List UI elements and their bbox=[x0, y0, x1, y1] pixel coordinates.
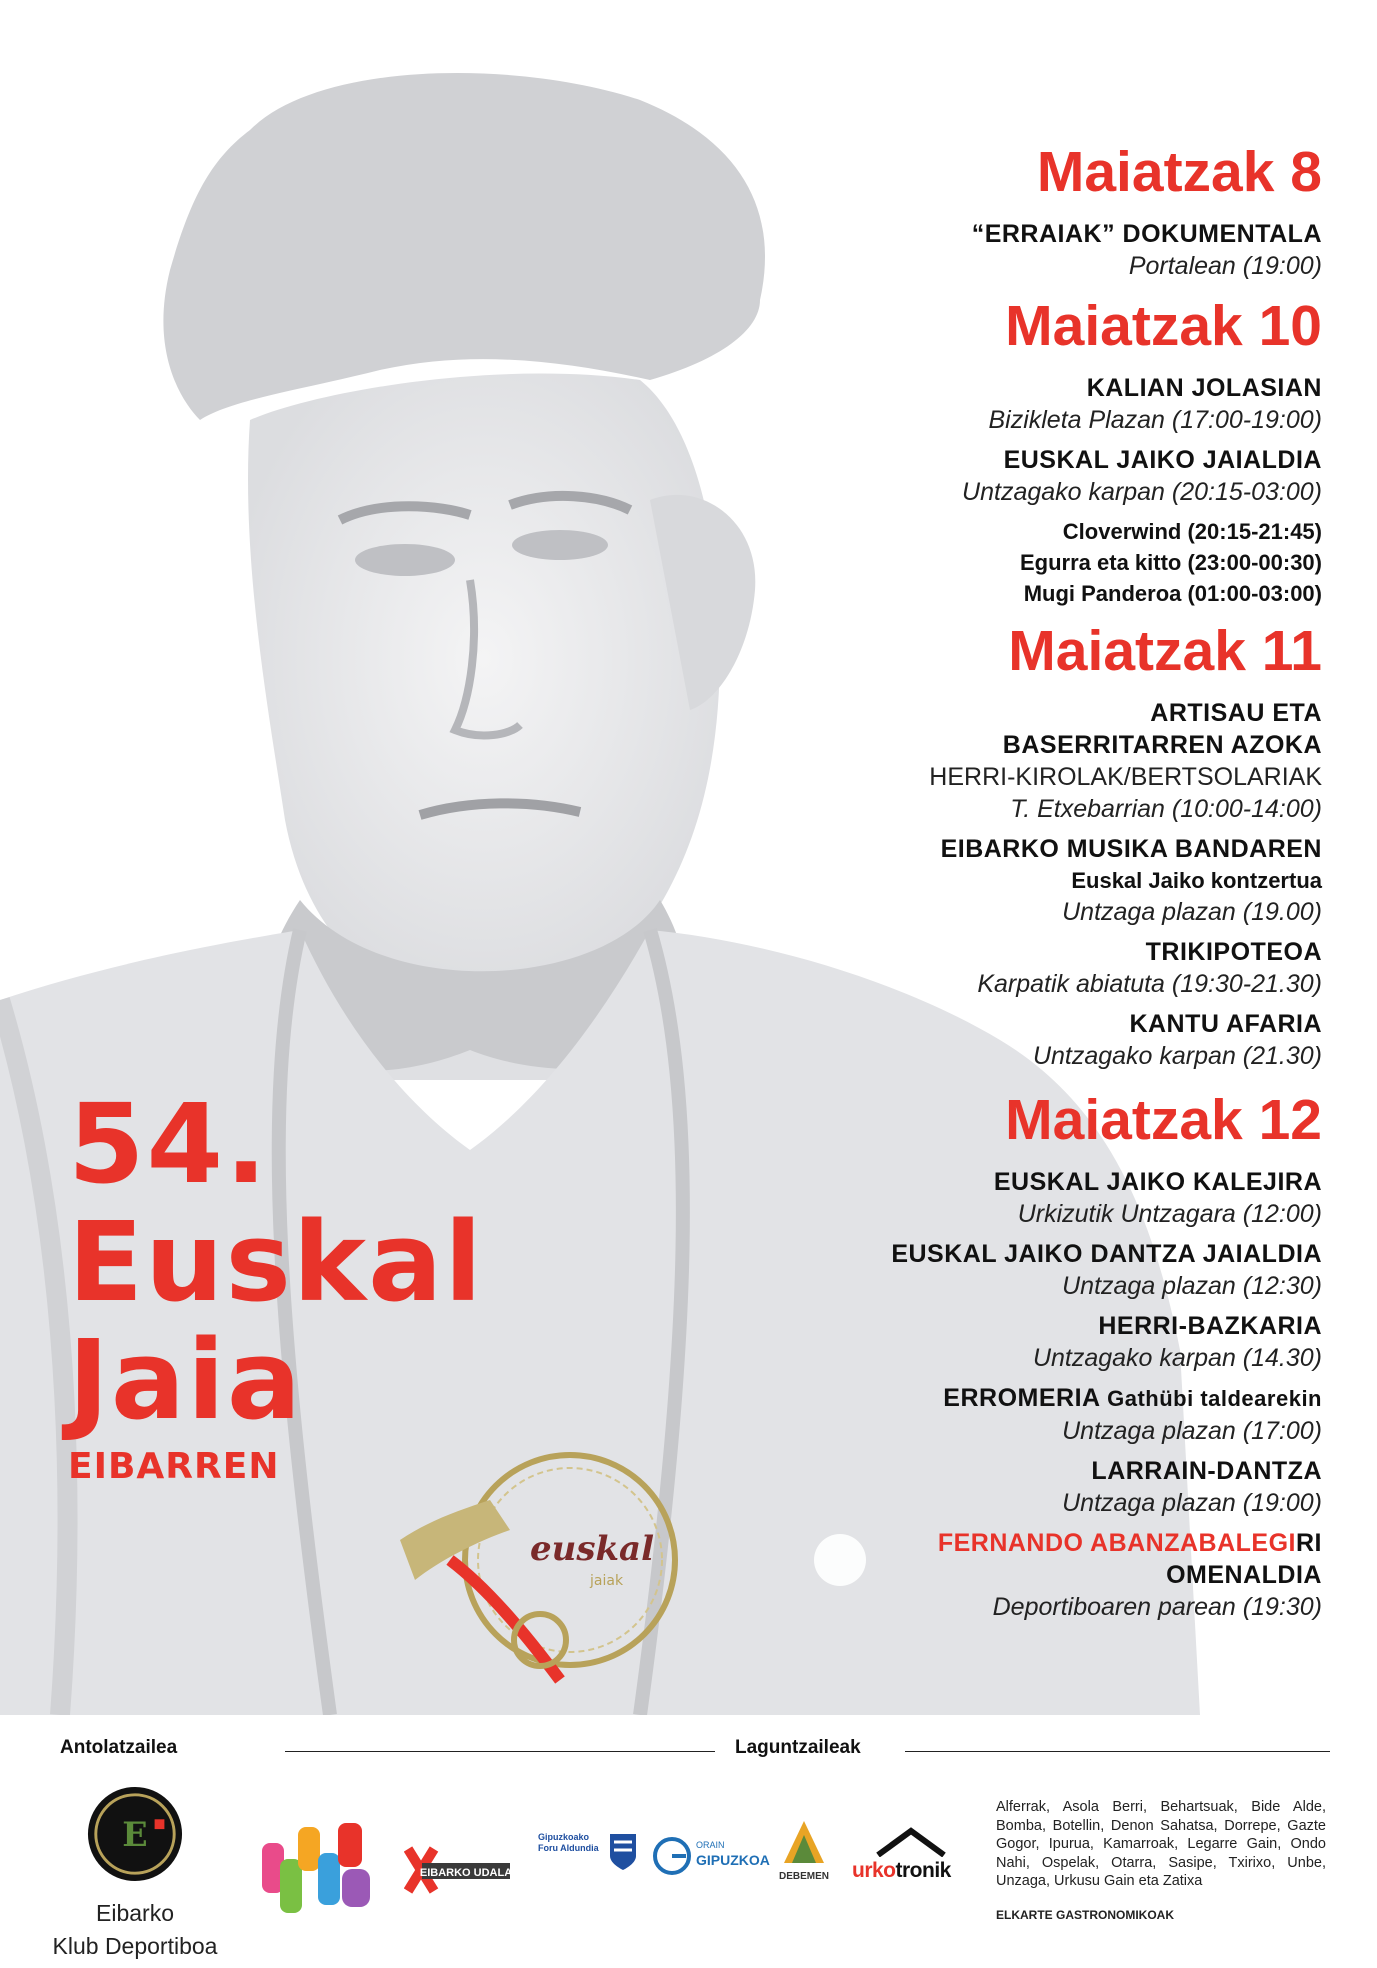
event-title: EUSKAL JAIKO JAIALDIA bbox=[1003, 446, 1322, 474]
day-heading: Maiatzak 8 bbox=[1036, 140, 1322, 204]
event-place: Bizikleta Plazan (17:00-19:00) bbox=[988, 406, 1322, 434]
shield-icon bbox=[608, 1832, 638, 1872]
event-title bbox=[522, 1382, 1322, 1415]
debemen-logo bbox=[776, 1815, 832, 1895]
event-title: BASERRITARREN AZOKA bbox=[1002, 731, 1322, 759]
event-title: KALIAN JOLASIAN bbox=[1086, 374, 1322, 402]
supporters-label: Laguntzaileak bbox=[735, 1737, 861, 1758]
eibarko-udala-logo-icon bbox=[404, 1845, 514, 1895]
badge-subtext: jaiak bbox=[590, 1573, 624, 1589]
day-heading: Maiatzak 10 bbox=[1005, 294, 1322, 358]
event-title: LARRAIN-DANTZA bbox=[1091, 1457, 1322, 1485]
event-title: KANTU AFARIA bbox=[1129, 1010, 1322, 1038]
event-place: Untzaga plazan (19:00) bbox=[1062, 1489, 1322, 1517]
honoree-name: FERNANDO ABANZABALEGI bbox=[937, 1529, 1296, 1557]
club-name-line1: Eibarko bbox=[96, 1900, 174, 1926]
event-place: Deportiboaren parean (19:30) bbox=[992, 1593, 1322, 1621]
day-heading: Maiatzak 12 bbox=[1005, 1088, 1322, 1152]
band-item: Egurra eta kitto (23:00-00:30) bbox=[1020, 550, 1322, 575]
event-subtitle: Euskal Jaiko kontzertua bbox=[1071, 868, 1322, 893]
mountain-peak-icon bbox=[876, 1827, 946, 1857]
euskal-jaiak-badge-icon bbox=[390, 1440, 690, 1690]
orain-text: ORAIN bbox=[696, 1840, 725, 1850]
mountain-icon bbox=[782, 1815, 826, 1865]
band-item: Mugi Panderoa (01:00-03:00) bbox=[1023, 581, 1322, 606]
event-place: Untzagako karpan (21.30) bbox=[1032, 1042, 1322, 1070]
honoree-suffix: RI bbox=[1296, 1529, 1322, 1557]
event-place: Untzaga plazan (17:00) bbox=[1062, 1417, 1322, 1445]
event-title: EIBARKO MUSIKA BANDAREN bbox=[940, 835, 1322, 863]
event-title: EUSKAL JAIKO DANTZA JAIALDIA bbox=[891, 1240, 1322, 1268]
footer bbox=[0, 1715, 1377, 1968]
kultur-etxea-logo-icon bbox=[258, 1815, 382, 1927]
event-title: HERRI-BAZKARIA bbox=[1098, 1312, 1322, 1340]
urko-text: urko bbox=[852, 1859, 896, 1882]
tronik-text: tronik bbox=[895, 1859, 951, 1882]
event-title: OMENALDIA bbox=[1166, 1561, 1322, 1589]
event-place: Portalean (19:00) bbox=[1128, 252, 1322, 280]
foru-text-2: Foru Aldundia bbox=[538, 1843, 599, 1853]
foru-aldundia-logo bbox=[538, 1832, 638, 1892]
event-place: Untzagako karpan (20:15-03:00) bbox=[962, 478, 1322, 506]
headline-town: EIBARREN bbox=[68, 1446, 280, 1487]
schedule bbox=[522, 140, 1322, 1631]
event-place: Untzaga plazan (12:30) bbox=[1062, 1272, 1322, 1300]
headline bbox=[68, 1080, 485, 1489]
event-subtitle: HERRI-KIROLAK/BERTSOLARIAK bbox=[929, 763, 1322, 791]
gipuzkoa-text: GIPUZKOA bbox=[696, 1852, 770, 1868]
band-item: Cloverwind (20:15-21:45) bbox=[1062, 519, 1322, 544]
event-place: Urkizutik Untzagara (12:00) bbox=[1017, 1200, 1322, 1228]
club-name-line2: Klub Deportiboa bbox=[52, 1933, 218, 1959]
orain-gipuzkoa-logo bbox=[652, 1830, 772, 1880]
event-title-extra: Gathübi taldearekin bbox=[1107, 1386, 1322, 1411]
debemen-text: DEBEMEN bbox=[778, 1871, 829, 1882]
event-title: EUSKAL JAIKO KALEJIRA bbox=[993, 1168, 1322, 1196]
divider bbox=[285, 1751, 715, 1752]
event-place: Untzagako karpan (14.30) bbox=[1032, 1344, 1322, 1372]
event-place: Untzaga plazan (19.00) bbox=[1062, 898, 1322, 926]
event-title: “ERRAIAK” DOKUMENTALA bbox=[971, 220, 1322, 248]
badge-text: euskal bbox=[530, 1529, 654, 1569]
urkotronik-logo bbox=[852, 1827, 972, 1887]
udala-text: EIBARKO UDALA bbox=[419, 1867, 513, 1879]
svg-text:E: E bbox=[122, 1814, 148, 1854]
club-name bbox=[30, 1897, 240, 1963]
organizer-label: Antolatzailea bbox=[60, 1737, 178, 1758]
headline-edition: 54. bbox=[68, 1080, 269, 1208]
divider bbox=[905, 1751, 1330, 1752]
headline-word-1: Euskal bbox=[68, 1198, 485, 1326]
sponsors-list: Alferrak, Asola Berri, Behartsuak, Bide Alde, Bomba, Botellin, Denon Sahatsa, Dorrepe, Gazte Gogor, Ipurua, Kamarroak, Legarre Gain, Ondo Nahi, Ospelak, Otarra, Sasipe, Txirixo, Unbe, Unzaga, Urkusu Gain eta Zatixa bbox=[996, 1799, 1326, 1889]
event-title: ARTISAU ETA bbox=[1150, 699, 1322, 727]
sponsors-tail: ELKARTE GASTRONOMIKOAK bbox=[996, 1908, 1174, 1922]
g-circle-icon bbox=[652, 1836, 692, 1876]
event-place: T. Etxebarrian (10:00-14:00) bbox=[1010, 795, 1322, 823]
event-place: Karpatik abiatuta (19:30-21.30) bbox=[977, 970, 1322, 998]
foru-text-1: Gipuzkoako bbox=[538, 1832, 590, 1842]
day-heading: Maiatzak 11 bbox=[1008, 619, 1322, 683]
event-title: TRIKIPOTEOA bbox=[1145, 938, 1322, 966]
event-title-main: ERROMERIA bbox=[943, 1384, 1100, 1412]
eibar-club-logo-icon bbox=[86, 1785, 184, 1883]
headline-word-2: Jaia bbox=[68, 1316, 304, 1444]
